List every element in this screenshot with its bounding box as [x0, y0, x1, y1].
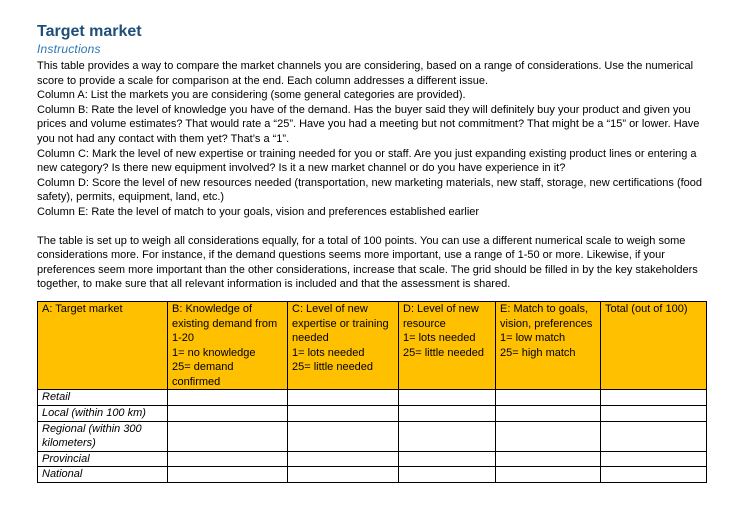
instructions-column-e: Column E: Rate the level of match to your goals, vision and preferences established earlier — [37, 205, 480, 218]
instructions-column-c: Column C: Mark the level of new expertise or training needed for you or staff. Are you just expanding existing product lines or entering a new category? Is there new equipment involved? Is it a new market channel or do you have experience in it? — [37, 147, 697, 175]
header-line: E: Match to goals, vision, preferences — [500, 302, 593, 330]
instructions-heading: Instructions — [37, 42, 101, 56]
header-line: 1= low match — [500, 332, 566, 345]
table-header-row — [38, 301, 707, 390]
total-score-cell[interactable] — [601, 451, 707, 467]
resource-score-cell[interactable] — [399, 406, 496, 422]
instructions-column-a: Column A: List the markets you are considering (some general categories are provided). — [37, 89, 466, 102]
header-line: 1= no knowledge — [172, 346, 256, 359]
total-score-cell[interactable] — [601, 406, 707, 422]
expertise-score-cell[interactable] — [288, 467, 399, 483]
header-line: 1= lots needed — [292, 346, 365, 359]
table-row — [38, 421, 707, 451]
resource-score-cell[interactable] — [399, 467, 496, 483]
header-line: 1= lots needed — [403, 332, 476, 345]
expertise-score-cell[interactable] — [288, 406, 399, 422]
expertise-score-cell[interactable] — [288, 421, 399, 451]
total-score-cell[interactable] — [601, 421, 707, 451]
paragraph-spacer — [37, 220, 704, 234]
market-cell: Local (within 100 km) — [38, 406, 168, 422]
table-row — [38, 467, 707, 483]
match-score-cell[interactable] — [496, 406, 601, 422]
match-score-cell[interactable] — [496, 390, 601, 406]
resource-score-cell[interactable] — [399, 451, 496, 467]
instructions-intro: This table provides a way to compare the market channels you are considering, based on a range of considerations. Use the numerical score to provide a scale for comparison at the end. Each column addresses a different issue. — [37, 60, 694, 87]
column-header-target-market — [38, 301, 168, 390]
column-header-total — [601, 301, 707, 390]
market-cell: Retail — [38, 390, 168, 406]
column-header-knowledge-of-demand — [168, 301, 288, 390]
target-market-table — [37, 301, 707, 483]
market-cell: Provincial — [38, 451, 168, 467]
header-line: 25= high match — [500, 346, 576, 359]
market-cell: National — [38, 467, 168, 483]
header-line: 25= demand confirmed — [172, 361, 234, 388]
column-header-new-resource — [399, 301, 496, 390]
knowledge-score-cell[interactable] — [168, 467, 288, 483]
header-line: Total (out of 100) — [605, 302, 688, 315]
header-line: A: Target market — [42, 302, 123, 315]
page-title: Target market — [37, 23, 142, 40]
weighting-paragraph: The table is set up to weigh all considerations equally, for a total of 100 points. You can use a different numerical scale to weigh some considerations more. For instance, if the demand questions seems more important, use a range of 1-50 or more. Likewise, if your preferences seem more important than the other considerations, increase that scale. The grid should be filled in by the key stakeholders together, to make sure that all relevant information is included and that the assessment is shared. — [37, 234, 698, 291]
market-cell: Regional (within 300 kilometers) — [38, 421, 168, 451]
total-score-cell[interactable] — [601, 390, 707, 406]
total-score-cell[interactable] — [601, 467, 707, 483]
header-line: D: Level of new resource — [403, 302, 479, 330]
resource-score-cell[interactable] — [399, 390, 496, 406]
table-row — [38, 406, 707, 422]
expertise-score-cell[interactable] — [288, 390, 399, 406]
header-line: 25= little needed — [292, 361, 374, 374]
column-header-expertise-needed — [288, 301, 399, 390]
column-header-match-to-goals — [496, 301, 601, 390]
match-score-cell[interactable] — [496, 421, 601, 451]
header-line: 25= little needed — [403, 346, 485, 359]
match-score-cell[interactable] — [496, 467, 601, 483]
header-line: B: Knowledge of existing demand from 1-20 — [172, 302, 278, 345]
expertise-score-cell[interactable] — [288, 451, 399, 467]
match-score-cell[interactable] — [496, 451, 601, 467]
instructions-column-d: Column D: Score the level of new resources needed (transportation, new marketing materials, new staff, storage, new certifications (food safety), permits, equipment, land, etc.) — [37, 176, 703, 204]
header-line: C: Level of new expertise or training needed — [292, 302, 389, 345]
instructions-column-b: Column B: Rate the level of knowledge you have of the demand. Has the buyer said they will definitely buy your product and given you prices and volume estimates? That would rate a “25”. Have you had a meeting but not commitment? That might be a “15” or lower. Have you not had any contact with them yet? That’s a “1”. — [37, 103, 700, 145]
table-row — [38, 390, 707, 406]
resource-score-cell[interactable] — [399, 421, 496, 451]
knowledge-score-cell[interactable] — [168, 421, 288, 451]
knowledge-score-cell[interactable] — [168, 451, 288, 467]
knowledge-score-cell[interactable] — [168, 390, 288, 406]
knowledge-score-cell[interactable] — [168, 406, 288, 422]
table-row — [38, 451, 707, 467]
